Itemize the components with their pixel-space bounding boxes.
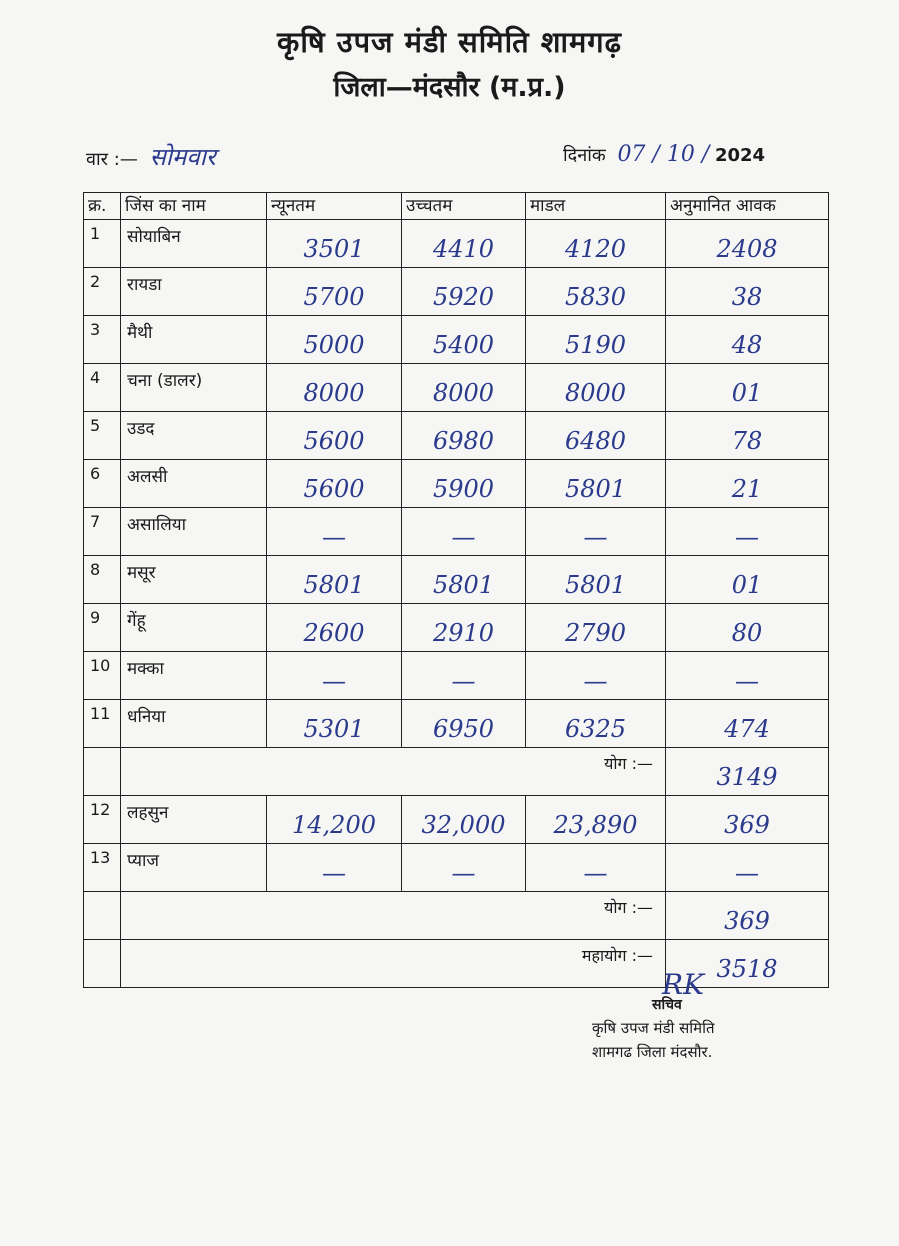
col-header-sn: क्र. [84,193,121,220]
row-max: 5400 [402,316,526,364]
table-row [84,460,829,508]
signature-block [592,968,792,1062]
row-sn: 7 [84,508,121,556]
col-header-model: माडल [526,193,666,220]
row-commodity: मक्का [121,652,267,700]
row-arrival: 474 [666,700,829,748]
col-header-commodity: जिंस का नाम [121,193,267,220]
row-sn: 2 [84,268,121,316]
row-arrival: 01 [666,556,829,604]
day-value: सोमवार [149,143,216,171]
row-min: 5600 [267,412,402,460]
row-arrival: 2408 [666,220,829,268]
row-arrival: — [666,652,829,700]
date-year: 2024 [714,145,766,166]
signature-line-2: शामगढ जिला मंदसौर. [592,1043,713,1061]
signature-scribble: RK [662,968,704,1001]
row-commodity: रायडा [121,268,267,316]
row-sn: 3 [84,316,121,364]
row-sn: 13 [84,844,121,892]
table-row [84,316,829,364]
row-sn: 10 [84,652,121,700]
row-arrival: 80 [666,604,829,652]
row-commodity: सोयाबिन [121,220,267,268]
row-model: 6480 [526,412,666,460]
row-commodity: गेंहू [121,604,267,652]
row-min: 8000 [267,364,402,412]
committee-title: कृषि उपज मंडी समिति शामगढ़ [277,25,622,59]
row-sn: 1 [84,220,121,268]
table-row [84,412,829,460]
table-header-row [84,193,829,220]
row-sn: 8 [84,556,121,604]
table-row [84,844,829,892]
row-sn: 6 [84,460,121,508]
row-model: — [526,508,666,556]
day-field [86,140,216,173]
row-min: — [267,844,402,892]
row-arrival: 38 [666,268,829,316]
row-model: 6325 [526,700,666,748]
row-commodity: लहसुन [121,796,267,844]
table-row [84,220,829,268]
row-commodity: अलसी [121,460,267,508]
row-model: 5801 [526,460,666,508]
col-header-min: न्यूनतम [267,193,402,220]
subtotal-label-1: योग :— [121,748,666,796]
table-row [84,556,829,604]
row-max: 5900 [402,460,526,508]
row-commodity: उडद [121,412,267,460]
row-commodity: असालिया [121,508,267,556]
day-label: वार :— [86,149,138,170]
table-row [84,700,829,748]
price-table [83,192,829,988]
subtotal-value-2: 369 [666,892,829,940]
date-handwritten: 07 / 10 / [617,142,710,167]
signature-line-1: कृषि उपज मंडी समिति [592,1019,715,1037]
table-row [84,796,829,844]
subtotal-label-2: योग :— [121,892,666,940]
row-model: 5190 [526,316,666,364]
table-row [84,508,829,556]
subtotal-row-1 [84,748,829,796]
row-max: 2910 [402,604,526,652]
row-min: 3501 [267,220,402,268]
row-max: 5920 [402,268,526,316]
table-row [84,604,829,652]
row-min: 5801 [267,556,402,604]
row-model: 4120 [526,220,666,268]
row-commodity: धनिया [121,700,267,748]
signature-title: सचिव [652,997,682,1013]
row-sn: 12 [84,796,121,844]
row-max: 32,000 [402,796,526,844]
row-max: — [402,652,526,700]
row-arrival: 01 [666,364,829,412]
row-max: 5801 [402,556,526,604]
row-sn: 5 [84,412,121,460]
row-min: 5700 [267,268,402,316]
row-max: — [402,844,526,892]
row-commodity: चना (डालर) [121,364,267,412]
row-min: 5600 [267,460,402,508]
row-model: — [526,844,666,892]
date-label: दिनांक [563,145,606,166]
grand-total-value: 3518 [666,940,829,988]
row-min: 2600 [267,604,402,652]
row-arrival: — [666,508,829,556]
empty-cell [84,748,121,796]
empty-cell [84,940,121,988]
col-header-max: उच्चतम [402,193,526,220]
empty-cell [84,892,121,940]
row-arrival: 48 [666,316,829,364]
district-title: जिला—मंदसौर (म.प्र.) [333,72,566,103]
row-min: 5000 [267,316,402,364]
row-model: 8000 [526,364,666,412]
table-row [84,268,829,316]
subtotal-row-2 [84,892,829,940]
row-arrival: — [666,844,829,892]
row-model: 2790 [526,604,666,652]
row-sn: 11 [84,700,121,748]
table-row [84,364,829,412]
col-header-arrival: अनुमानित आवक [666,193,829,220]
row-arrival: 21 [666,460,829,508]
row-max: — [402,508,526,556]
row-model: 5801 [526,556,666,604]
table-row [84,652,829,700]
row-commodity: मसूर [121,556,267,604]
subtotal-value-1: 3149 [666,748,829,796]
row-commodity: प्याज [121,844,267,892]
row-commodity: मैथी [121,316,267,364]
row-max: 6980 [402,412,526,460]
row-min: 14,200 [267,796,402,844]
row-sn: 4 [84,364,121,412]
row-model: 23,890 [526,796,666,844]
row-max: 4410 [402,220,526,268]
row-arrival: 78 [666,412,829,460]
row-arrival: 369 [666,796,829,844]
row-min: 5301 [267,700,402,748]
row-max: 8000 [402,364,526,412]
date-field [563,142,765,167]
row-sn: 9 [84,604,121,652]
row-model: 5830 [526,268,666,316]
row-model: — [526,652,666,700]
row-min: — [267,508,402,556]
grand-total-label: महायोग :— [121,940,666,988]
document-header [0,22,899,104]
row-min: — [267,652,402,700]
row-max: 6950 [402,700,526,748]
